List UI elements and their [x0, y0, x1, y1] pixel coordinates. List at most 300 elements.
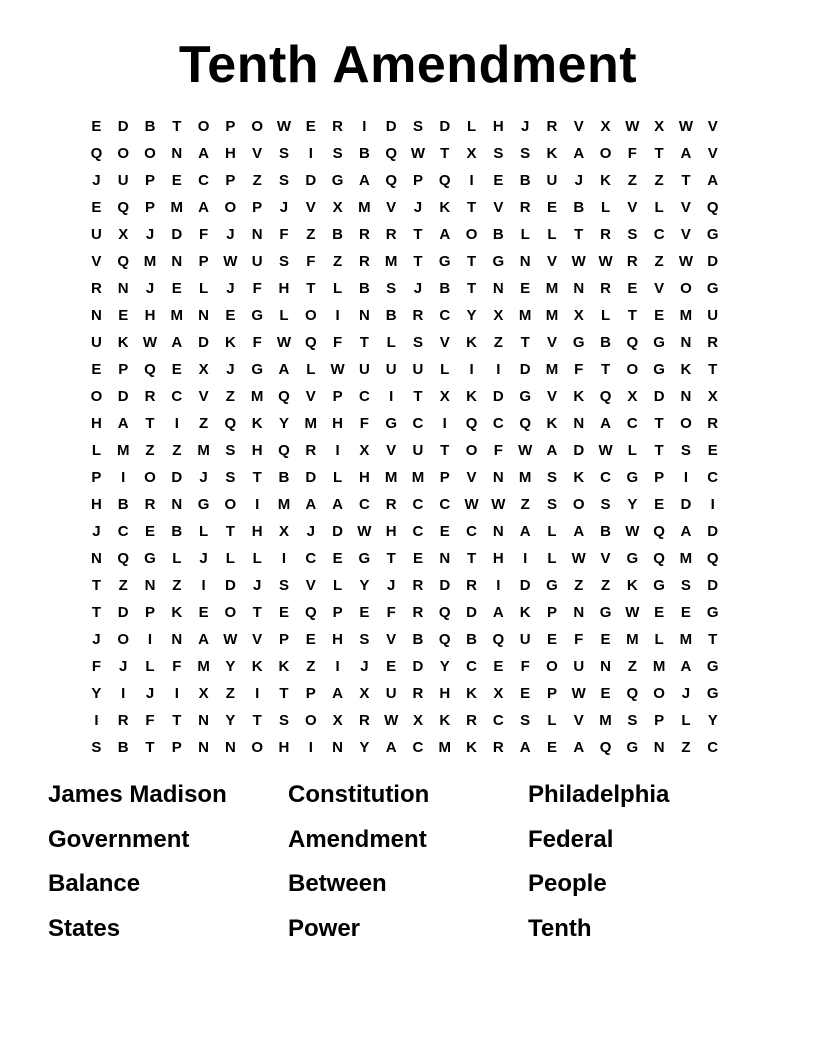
grid-letter: V: [252, 631, 263, 648]
grid-letter: Z: [306, 226, 316, 243]
word-list-item: Tenth: [528, 914, 592, 942]
grid-letter: V: [680, 199, 691, 216]
grid-letter: Z: [172, 577, 182, 594]
word-list-item: Power: [288, 914, 361, 942]
grid-letter: B: [358, 280, 370, 297]
grid-letter: J: [681, 685, 691, 702]
grid-letter: M: [599, 712, 612, 729]
grid-letter: T: [708, 631, 718, 648]
grid-letter: Z: [252, 172, 262, 189]
grid-letter: G: [572, 334, 585, 351]
grid-letter: Z: [306, 658, 316, 675]
grid-letter: I: [308, 739, 313, 756]
grid-letter: T: [654, 415, 664, 432]
word-list-item: Amendment: [288, 825, 427, 853]
grid-letter: M: [143, 253, 157, 270]
grid-letter: R: [600, 226, 611, 243]
grid-letter: T: [600, 361, 611, 378]
grid-letter: S: [627, 712, 638, 729]
grid-letter: J: [119, 658, 128, 675]
grid-letter: R: [117, 712, 129, 729]
grid-letter: N: [117, 280, 129, 297]
grid-letter: E: [305, 118, 316, 135]
grid-letter: E: [359, 604, 370, 621]
grid-letter: P: [252, 199, 263, 216]
grid-letter: Z: [199, 415, 209, 432]
grid-letter: E: [654, 496, 665, 513]
grid-letter: M: [545, 361, 559, 378]
grid-letter: T: [413, 253, 423, 270]
grid-letter: K: [251, 415, 263, 432]
grid-letter: E: [278, 604, 289, 621]
grid-letter: G: [197, 496, 210, 513]
grid-letter: O: [117, 631, 130, 648]
grid-letter: H: [251, 442, 263, 459]
grid-letter: G: [438, 253, 451, 270]
grid-letter: T: [91, 577, 101, 594]
grid-letter: W: [625, 604, 640, 621]
grid-letter: X: [332, 199, 343, 216]
grid-letter: E: [546, 739, 557, 756]
grid-letter: N: [653, 739, 665, 756]
grid-letter: E: [707, 442, 718, 459]
grid-letter: Z: [225, 685, 235, 702]
grid-letter: W: [678, 118, 694, 135]
grid-letter: C: [707, 469, 719, 486]
grid-letter: J: [279, 199, 289, 216]
grid-letter: I: [683, 469, 689, 486]
grid-letter: F: [574, 631, 584, 648]
grid-letter: B: [439, 280, 451, 297]
grid-letter: S: [546, 469, 557, 486]
grid-letter: N: [492, 469, 504, 486]
grid-letter: L: [279, 307, 289, 324]
grid-letter: E: [493, 172, 504, 189]
grid-letter: C: [439, 307, 451, 324]
grid-letter: R: [385, 496, 397, 513]
grid-letter: A: [198, 631, 209, 648]
grid-letter: K: [573, 388, 585, 405]
grid-letter: M: [170, 199, 184, 216]
grid-letter: B: [573, 199, 585, 216]
grid-letter: L: [91, 442, 101, 459]
grid-letter: I: [174, 415, 179, 432]
grid-letter: H: [492, 118, 504, 135]
grid-letter: D: [117, 604, 129, 621]
grid-letter: A: [680, 145, 692, 162]
grid-letter: V: [654, 280, 665, 297]
grid-letter: W: [357, 523, 372, 540]
grid-letter: U: [117, 172, 129, 189]
grid-letter: O: [599, 145, 612, 162]
grid-letter: T: [654, 442, 664, 459]
grid-letter: X: [707, 388, 718, 405]
grid-letter: F: [627, 145, 637, 162]
grid-letter: O: [251, 118, 264, 135]
grid-letter: D: [573, 442, 585, 459]
grid-letter: Y: [466, 307, 477, 324]
grid-letter: G: [599, 604, 612, 621]
grid-letter: U: [412, 442, 424, 459]
grid-letter: C: [358, 496, 370, 513]
grid-letter: I: [362, 118, 367, 135]
grid-letter: G: [358, 550, 371, 567]
grid-letter: G: [251, 307, 264, 324]
grid-letter: O: [653, 685, 665, 702]
grid-letter: C: [171, 388, 183, 405]
grid-letter: C: [117, 523, 129, 540]
grid-letter: T: [466, 280, 477, 297]
grid-letter: L: [332, 280, 343, 297]
grid-letter: S: [332, 145, 343, 162]
grid-letter: M: [679, 550, 693, 567]
grid-letter: X: [278, 523, 289, 540]
grid-letter: M: [197, 658, 210, 675]
grid-letter: W: [571, 253, 586, 270]
grid-letter: Q: [465, 415, 478, 432]
grid-letter: C: [439, 496, 451, 513]
grid-letter: A: [358, 172, 370, 189]
grid-letter: P: [144, 604, 155, 621]
grid-letter: T: [359, 334, 369, 351]
grid-letter: L: [332, 577, 343, 594]
grid-letter: K: [466, 739, 477, 756]
grid-letter: P: [412, 172, 423, 189]
grid-letter: R: [90, 280, 102, 297]
grid-letter: O: [144, 469, 156, 486]
grid-letter: A: [573, 523, 585, 540]
grid-letter: R: [358, 226, 370, 243]
grid-letter: S: [520, 712, 531, 729]
grid-letter: N: [573, 415, 585, 432]
grid-letter: Q: [653, 523, 665, 540]
grid-letter: F: [386, 604, 396, 621]
grid-letter: D: [519, 577, 531, 594]
grid-letter: A: [332, 496, 343, 513]
grid-letter: O: [680, 280, 692, 297]
grid-letter: P: [118, 361, 129, 378]
grid-letter: F: [574, 361, 584, 378]
word-list-item: Balance: [48, 870, 141, 897]
grid-letter: S: [520, 145, 531, 162]
grid-letter: D: [653, 388, 665, 405]
grid-letter: P: [546, 685, 557, 702]
grid-letter: L: [520, 226, 530, 243]
grid-letter: Z: [681, 739, 691, 756]
grid-letter: R: [707, 415, 719, 432]
grid-letter: X: [359, 685, 370, 702]
word-list-item: Between: [288, 870, 387, 897]
grid-letter: L: [145, 658, 155, 675]
grid-letter: E: [412, 550, 423, 567]
grid-letter: R: [358, 253, 370, 270]
grid-letter: Z: [654, 172, 664, 189]
grid-letter: O: [304, 712, 317, 729]
grid-letter: E: [654, 604, 665, 621]
grid-letter: J: [413, 280, 423, 297]
grid-letter: O: [465, 442, 478, 459]
grid-letter: J: [360, 658, 369, 675]
grid-letter: Q: [385, 145, 397, 162]
grid-letter: H: [144, 307, 156, 324]
grid-letter: S: [278, 712, 289, 729]
grid-letter: Q: [599, 388, 612, 405]
grid-letter: R: [305, 442, 317, 459]
grid-letter: G: [251, 361, 264, 378]
grid-letter: E: [680, 604, 691, 621]
grid-letter: K: [466, 334, 477, 351]
grid-letter: Q: [144, 361, 156, 378]
grid-letter: V: [546, 253, 557, 270]
grid-letter: E: [198, 604, 209, 621]
grid-letter: N: [171, 253, 183, 270]
grid-letter: A: [117, 415, 129, 432]
grid-letter: W: [223, 253, 238, 270]
grid-letter: A: [680, 658, 692, 675]
grid-letter: H: [439, 685, 451, 702]
grid-letter: C: [466, 658, 477, 675]
grid-letter: U: [358, 361, 370, 378]
grid-letter: E: [439, 523, 450, 540]
grid-letter: I: [496, 361, 501, 378]
grid-letter: D: [332, 523, 343, 540]
grid-letter: C: [358, 388, 370, 405]
grid-letter: A: [278, 361, 290, 378]
grid-letter: G: [385, 415, 397, 432]
grid-letter: V: [386, 631, 397, 648]
grid-letter: V: [252, 145, 263, 162]
grid-letter: K: [600, 172, 611, 189]
grid-letter: Y: [225, 658, 236, 675]
grid-letter: P: [546, 604, 557, 621]
grid-letter: F: [172, 658, 182, 675]
grid-letter: D: [305, 469, 317, 486]
grid-letter: N: [198, 307, 209, 324]
grid-letter: Z: [332, 253, 343, 270]
grid-letter: D: [519, 361, 531, 378]
grid-letter: N: [680, 334, 692, 351]
grid-letter: Z: [600, 577, 611, 594]
grid-letter: D: [439, 577, 451, 594]
grid-letter: S: [225, 442, 236, 459]
grid-letter: Z: [574, 577, 584, 594]
grid-letter: K: [573, 469, 585, 486]
grid-letter: V: [600, 550, 611, 567]
grid-letter: E: [600, 631, 611, 648]
grid-letter: V: [493, 199, 504, 216]
grid-letter: A: [385, 739, 397, 756]
grid-letter: T: [306, 280, 316, 297]
grid-letter: W: [491, 496, 506, 513]
grid-letter: B: [332, 226, 343, 243]
grid-letter: L: [547, 550, 557, 567]
grid-letter: H: [90, 415, 102, 432]
grid-letter: Q: [304, 334, 317, 351]
grid-letter: G: [706, 685, 719, 702]
grid-letter: E: [171, 172, 182, 189]
grid-letter: B: [466, 631, 477, 648]
grid-letter: E: [118, 307, 129, 324]
grid-letter: T: [145, 415, 155, 432]
grid-letter: C: [600, 469, 611, 486]
grid-letter: X: [627, 388, 638, 405]
grid-letter: N: [90, 550, 102, 567]
grid-letter: N: [171, 496, 183, 513]
grid-letter: Q: [278, 442, 290, 459]
grid-letter: K: [546, 145, 558, 162]
grid-letter: N: [224, 739, 236, 756]
grid-letter: M: [277, 496, 291, 513]
grid-letter: N: [332, 739, 343, 756]
grid-letter: K: [439, 199, 451, 216]
grid-letter: C: [198, 172, 209, 189]
grid-letter: E: [546, 199, 557, 216]
grid-letter: X: [654, 118, 665, 135]
word-list: [48, 778, 768, 956]
grid-letter: Q: [706, 550, 719, 567]
grid-letter: A: [707, 172, 719, 189]
grid-letter: X: [493, 307, 504, 324]
grid-letter: S: [278, 253, 289, 270]
grid-letter: R: [412, 577, 424, 594]
grid-letter: T: [91, 604, 101, 621]
grid-letter: W: [598, 253, 613, 270]
grid-letter: W: [678, 253, 694, 270]
grid-letter: P: [654, 712, 665, 729]
grid-letter: U: [90, 334, 102, 351]
grid-letter: Q: [626, 334, 639, 351]
grid-letter: J: [306, 523, 315, 540]
grid-letter: E: [91, 361, 102, 378]
grid-letter: O: [251, 739, 264, 756]
grid-letter: E: [144, 523, 155, 540]
grid-letter: K: [680, 361, 692, 378]
grid-letter: K: [466, 388, 477, 405]
grid-letter: R: [412, 604, 424, 621]
grid-letter: R: [600, 280, 611, 297]
grid-letter: K: [519, 604, 531, 621]
grid-letter: C: [412, 739, 424, 756]
grid-letter: C: [626, 415, 638, 432]
grid-letter: O: [224, 604, 237, 621]
grid-letter: G: [331, 172, 344, 189]
grid-letter: K: [278, 658, 290, 675]
grid-letter: O: [546, 658, 558, 675]
grid-letter: C: [412, 496, 424, 513]
grid-letter: G: [706, 280, 719, 297]
grid-letter: T: [627, 307, 637, 324]
grid-letter: X: [412, 712, 423, 729]
grid-letter: I: [281, 550, 287, 567]
grid-letter: Q: [653, 550, 665, 567]
grid-letter: V: [707, 145, 718, 162]
grid-letter: Y: [359, 577, 370, 594]
grid-letter: F: [520, 658, 530, 675]
grid-letter: B: [117, 739, 129, 756]
grid-letter: B: [278, 469, 290, 486]
grid-letter: S: [278, 145, 289, 162]
grid-letter: W: [410, 145, 426, 162]
grid-letter: S: [600, 496, 611, 513]
grid-letter: H: [278, 280, 290, 297]
grid-letter: V: [573, 712, 584, 729]
grid-letter: F: [332, 334, 343, 351]
grid-letter: E: [386, 658, 397, 675]
grid-letter: M: [358, 199, 371, 216]
grid-letter: H: [332, 415, 343, 432]
grid-letter: V: [198, 388, 209, 405]
grid-letter: G: [706, 226, 719, 243]
grid-letter: W: [571, 685, 586, 702]
grid-letter: S: [680, 577, 691, 594]
grid-letter: V: [627, 199, 638, 216]
grid-letter: S: [359, 631, 370, 648]
grid-letter: D: [466, 604, 477, 621]
grid-letter: M: [304, 415, 318, 432]
grid-letter: M: [679, 307, 693, 324]
grid-letter: T: [440, 145, 450, 162]
grid-letter: B: [358, 145, 370, 162]
grid-letter: M: [384, 253, 398, 270]
grid-letter: J: [574, 172, 583, 189]
grid-letter: Q: [438, 172, 451, 189]
grid-letter: F: [199, 226, 209, 243]
grid-letter: E: [520, 685, 531, 702]
grid-letter: N: [251, 226, 263, 243]
grid-letter: M: [545, 280, 559, 297]
grid-letter: R: [466, 577, 477, 594]
grid-letter: X: [198, 685, 209, 702]
grid-letter: O: [144, 145, 156, 162]
grid-letter: B: [519, 172, 531, 189]
grid-letter: N: [439, 550, 451, 567]
grid-letter: W: [518, 442, 533, 459]
grid-letter: B: [144, 118, 156, 135]
grid-letter: J: [520, 118, 530, 135]
grid-letter: I: [496, 577, 501, 594]
grid-letter: V: [386, 199, 397, 216]
grid-letter: E: [654, 307, 665, 324]
grid-letter: G: [653, 577, 665, 594]
grid-letter: G: [653, 361, 665, 378]
grid-letter: N: [492, 523, 504, 540]
grid-letter: Z: [627, 658, 637, 675]
grid-letter: J: [253, 577, 262, 594]
grid-letter: N: [358, 307, 370, 324]
grid-letter: N: [492, 280, 504, 297]
grid-letter: M: [384, 469, 398, 486]
grid-letter: I: [174, 685, 179, 702]
grid-letter: V: [305, 577, 316, 594]
grid-letter: W: [571, 550, 586, 567]
grid-letter: Z: [172, 442, 182, 459]
grid-letter: P: [654, 469, 665, 486]
grid-letter: D: [707, 523, 719, 540]
grid-letter: B: [412, 631, 424, 648]
grid-letter: G: [626, 550, 639, 567]
grid-letter: P: [225, 118, 236, 135]
grid-letter: H: [90, 496, 102, 513]
grid-letter: T: [252, 604, 262, 621]
grid-letter: T: [440, 442, 450, 459]
grid-letter: Q: [599, 739, 612, 756]
grid-letter: P: [144, 199, 155, 216]
grid-letter: N: [573, 280, 585, 297]
grid-letter: N: [680, 388, 692, 405]
word-list-item: States: [48, 914, 121, 942]
grid-letter: N: [198, 712, 209, 729]
grid-letter: P: [225, 172, 236, 189]
